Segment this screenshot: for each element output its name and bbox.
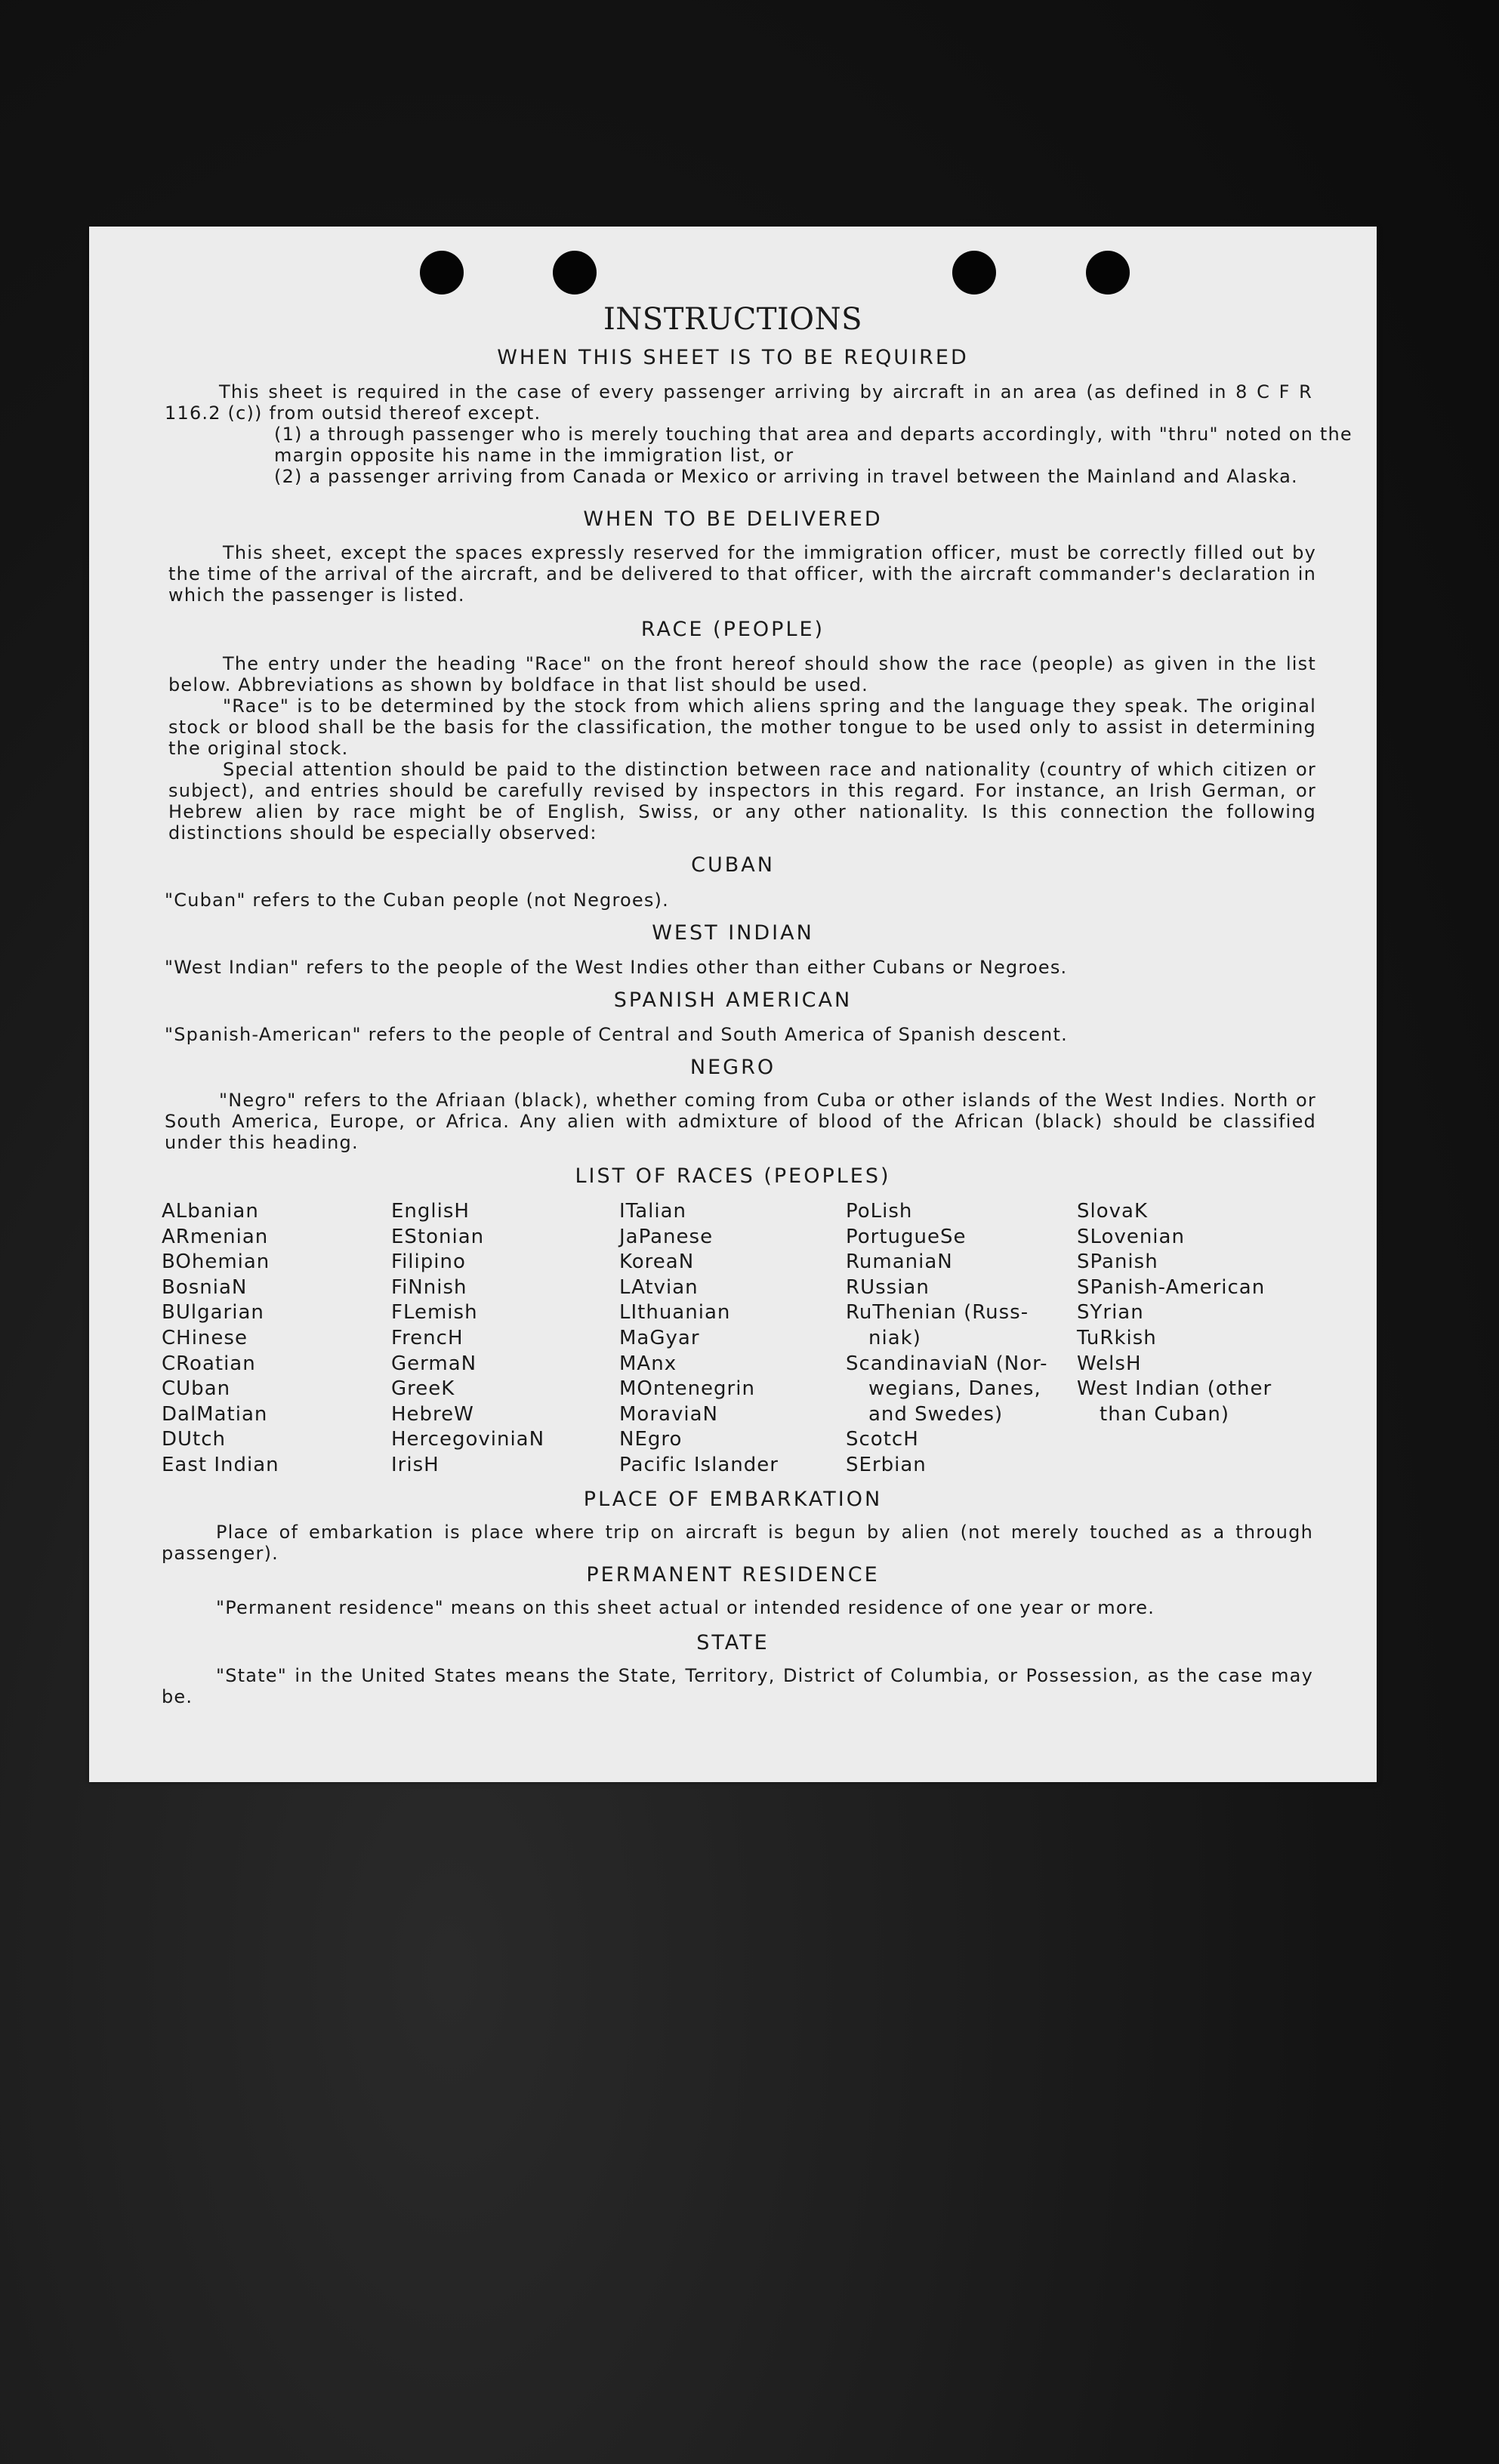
race-entry: GreeK [391,1377,455,1401]
race-entry: ScandinaviaN (Nor- [846,1352,1048,1375]
race-entry: MoraviaN [619,1402,718,1426]
race-entry: MAnx [619,1352,677,1375]
race-entry: PortugueSe [846,1225,967,1248]
embarkation-text: Place of embarkation is place where trip on aircraft is begun by alien (not merely touched as a through passenger). [162,1522,1313,1564]
race-paragraph-1: The entry under the heading "Race" on the front hereof should show the race (people) as given in the list below. Abbreviations as shown by boldface in that list should be used. [168,653,1316,695]
race-entry: wegians, Danes, [868,1377,1041,1401]
when-delivered-text: This sheet, except the spaces expressly reserved for the immigration officer, must be correctly filled out by the time of the arrival of the aircraft, and be delivered to that officer, with the aircraft commander's declaration in which the passenger is listed. [168,542,1316,606]
race-entry: CHinese [162,1326,248,1349]
race-entry: TuRkish [1077,1326,1157,1349]
punch-hole [1086,251,1130,295]
race-entry: SErbian [846,1453,927,1476]
race-entry: JaPanese [619,1225,714,1248]
race-entry: ARmenian [162,1225,269,1248]
residence-text: "Permanent residence" means on this sheet actual or intended residence of one year or more. [216,1597,1155,1618]
race-entry: MaGyar [619,1326,700,1349]
when-required-intro: This sheet is required in the case of every passenger arriving by aircraft in an area (as defined in 8 C F R 116.2 (c)) from outsid thereof except. [165,381,1312,424]
race-entry: than Cuban) [1100,1402,1230,1426]
race-entry: PoLish [846,1200,913,1223]
race-entry: FrencH [391,1326,464,1349]
race-entry: WelsH [1077,1352,1142,1375]
race-entry: RUssian [846,1275,930,1299]
race-entry: HebreW [391,1402,474,1426]
race-entry: BOhemian [162,1251,270,1274]
race-entry: CUban [162,1377,231,1401]
race-entry: DUtch [162,1428,227,1451]
race-entry: BosniaN [162,1275,248,1299]
exception-2: (2) a passenger arriving from Canada or Mexico or arriving in travel between the Mainland and Alaska. [274,466,1298,487]
race-entry: Pacific Islander [619,1453,779,1476]
race-paragraph-2: "Race" is to be determined by the stock from which aliens spring and the language they speak. The original stock or blood shall be the basis for the classification, the mother tongue to be used only to assist in determining the original stock. [168,695,1316,759]
race-entry: East Indian [162,1453,279,1476]
heading-embarkation: PLACE OF EMBARKATION [583,1488,883,1511]
race-entry: IrisH [391,1453,440,1476]
heading-race: RACE (PEOPLE) [640,618,825,641]
race-entry: ScotcH [846,1428,919,1451]
race-entry: and Swedes) [868,1402,1004,1426]
races-column-3 [619,1199,779,1479]
heading-state: STATE [696,1631,770,1654]
spanish-american-text: "Spanish-American" refers to the people of Central and South America of Spanish descent. [165,1024,1068,1045]
races-column-2 [391,1199,544,1479]
race-entry: SPanish [1077,1251,1158,1274]
race-entry: CRoatian [162,1352,256,1375]
exception-1: (1) a through passenger who is merely touching that area and departs accordingly, with "thru" noted on the margin opposite his name in the immigration list, or [274,424,1352,466]
race-entry: SLovenian [1077,1225,1185,1248]
race-entry: SYrian [1077,1301,1144,1325]
instruction-sheet [89,227,1377,1782]
race-entry: FLemish [391,1301,478,1325]
race-entry: GermaN [391,1352,477,1375]
heading-when-required: WHEN THIS SHEET IS TO BE REQUIRED [497,346,969,369]
page-title: INSTRUCTIONS [603,302,862,337]
race-entry: LAtvian [619,1275,699,1299]
race-entry: ITalian [619,1200,687,1223]
races-column-5 [1077,1199,1272,1427]
race-entry: RumaniaN [846,1251,953,1274]
heading-when-delivered: WHEN TO BE DELIVERED [583,507,883,531]
west-indian-text: "West Indian" refers to the people of the West Indies other than either Cubans or Negroes. [165,957,1068,978]
heading-west-indian: WEST INDIAN [652,921,814,945]
negro-text: "Negro" refers to the Afriaan (black), whether coming from Cuba or other islands of the West Indies. North or South America, Europe, or Africa. Any alien with admixture of blood of the African (black) should be classified under this heading. [165,1090,1316,1153]
race-entry: MOntenegrin [619,1377,755,1401]
race-paragraph-3: Special attention should be paid to the distinction between race and nationality (country of which citizen or subject), and entries should be carefully revised by inspectors in this regard. For instance, an Irish German, or Hebrew alien by race might be of English, Swiss, or any other nationality. Is this connection the following distinctions should be especially observed: [168,759,1316,843]
race-entry: Filipino [391,1251,466,1274]
heading-cuban: CUBAN [691,853,775,877]
race-entry: niak) [868,1326,921,1349]
race-entry: DalMatian [162,1402,268,1426]
race-entry: SlovaK [1077,1200,1149,1223]
race-entry: West Indian (other [1077,1377,1272,1401]
race-entry: ALbanian [162,1200,259,1223]
race-entry: FiNnish [391,1275,467,1299]
race-entry: EStonian [391,1225,485,1248]
race-entry: BUlgarian [162,1301,264,1325]
heading-races-list: LIST OF RACES (PEOPLES) [575,1164,891,1188]
heading-spanish-american: SPANISH AMERICAN [613,988,853,1012]
race-entry: RuThenian (Russ- [846,1301,1029,1325]
punch-hole [952,251,996,295]
punch-hole [553,251,597,295]
race-entry: LIthuanian [619,1301,731,1325]
punch-hole [420,251,464,295]
race-entry: NEgro [619,1428,683,1451]
races-column-1 [162,1199,279,1479]
race-entry: KoreaN [619,1251,695,1274]
heading-negro: NEGRO [689,1056,776,1079]
heading-residence: PERMANENT RESIDENCE [586,1563,880,1587]
state-text: "State" in the United States means the State, Territory, District of Columbia, or Possession, as the case may be. [162,1665,1313,1707]
races-column-4 [846,1199,1048,1479]
race-entry: EnglisH [391,1200,470,1223]
race-entry: HercegoviniaN [391,1428,545,1451]
cuban-text: "Cuban" refers to the Cuban people (not Negroes). [165,890,669,911]
race-entry: SPanish-American [1077,1275,1266,1299]
